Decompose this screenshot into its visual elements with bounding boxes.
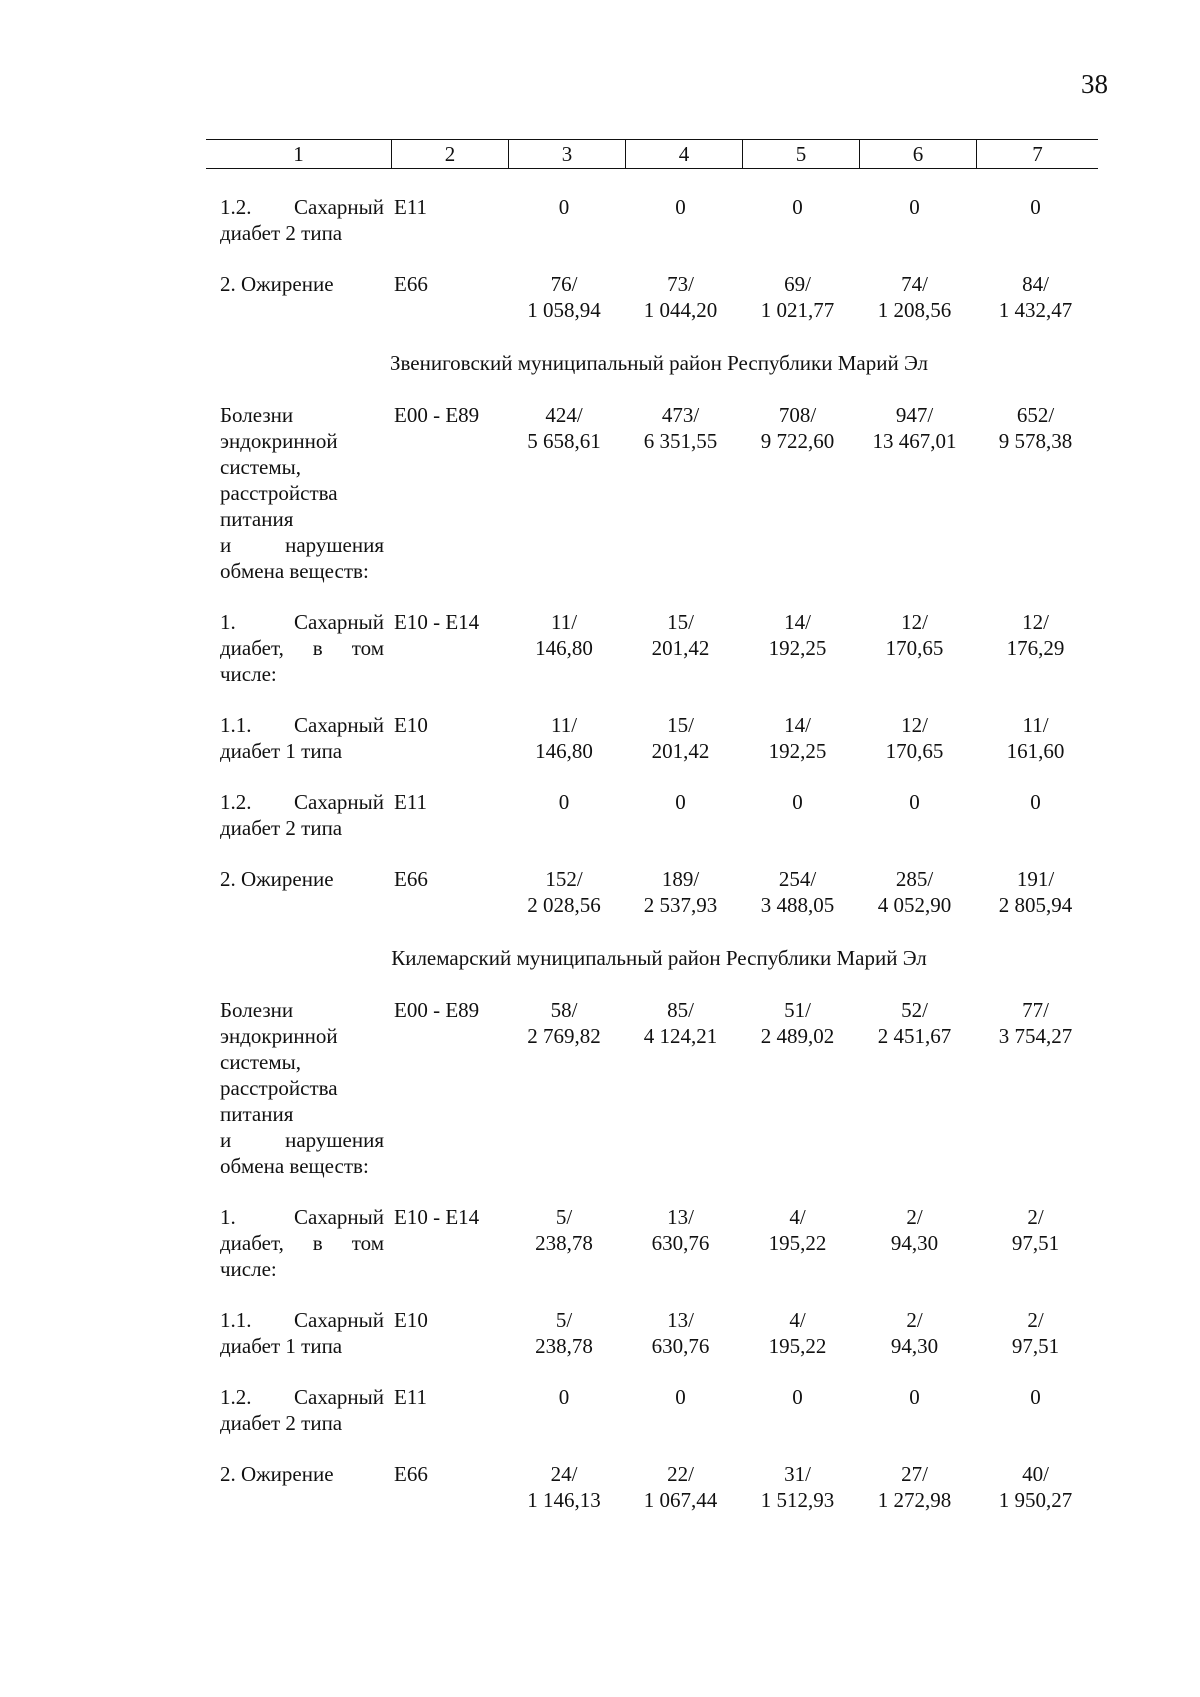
value-cell (622, 609, 739, 712)
value-line: 161,60 (1006, 739, 1065, 763)
value-line: 9 578,38 (998, 429, 1073, 453)
value-line: 2 769,82 (527, 1024, 601, 1048)
value-line: 84/ (1022, 272, 1049, 296)
header-cell: 4 (625, 140, 742, 168)
value-line: 1 067,44 (643, 1488, 718, 1512)
row-label-line: расстройства (220, 481, 338, 505)
value-line: 254/ (778, 867, 817, 891)
value-line: 195,22 (768, 1231, 827, 1255)
value-line: 1 950,27 (998, 1488, 1073, 1512)
value-line: 58/ (550, 998, 578, 1022)
row-label-line: обмена веществ: (220, 1154, 369, 1178)
value-line: 652/ (1016, 403, 1055, 427)
value-line: 1 058,94 (527, 298, 601, 322)
row-label (220, 997, 388, 1204)
row-label-line: 1.1. Сахарный (220, 1308, 384, 1332)
value-line: 11/ (550, 713, 578, 737)
value-cell (856, 194, 973, 271)
table-header-row (206, 139, 1098, 169)
value-line: 77/ (1022, 998, 1049, 1022)
value-line: 947/ (895, 403, 934, 427)
value-line: 0 (792, 1385, 803, 1409)
value-line: 0 (558, 195, 570, 219)
value-line: 285/ (895, 867, 934, 891)
icd-code: E66 (394, 272, 428, 296)
value-line: 0 (1030, 195, 1041, 219)
value-line: 74/ (901, 272, 928, 296)
value-line: 630,76 (651, 1334, 710, 1358)
row-label-line: и нарушения (220, 1128, 384, 1152)
value-cell (506, 1204, 622, 1307)
row-label-line: и нарушения (220, 533, 384, 557)
value-line: 0 (792, 790, 803, 814)
value-cell (973, 194, 1098, 271)
value-line: 31/ (784, 1462, 811, 1486)
value-line: 192,25 (768, 636, 827, 660)
value-cell (856, 712, 973, 789)
row-label (220, 194, 388, 271)
value-line: 152/ (545, 867, 583, 891)
value-cell (856, 1307, 973, 1384)
value-line: 0 (1030, 790, 1041, 814)
row-label-line: обмена веществ: (220, 559, 369, 583)
value-cell (622, 712, 739, 789)
row-label-line: диабет 2 типа (220, 816, 343, 840)
row-label-line: диабет 2 типа (220, 221, 343, 245)
value-line: 0 (675, 790, 686, 814)
value-line: 0 (792, 195, 803, 219)
value-line: 1 272,98 (877, 1488, 952, 1512)
value-line: 97,51 (1011, 1334, 1060, 1358)
value-line: 11/ (550, 610, 578, 634)
icd-code: E11 (394, 195, 428, 219)
value-line: 0 (909, 1385, 920, 1409)
value-cell (739, 609, 856, 712)
value-line: 0 (675, 1385, 686, 1409)
value-line: 14/ (784, 713, 811, 737)
value-cell (973, 712, 1098, 789)
value-line: 708/ (778, 403, 817, 427)
value-cell (856, 1461, 973, 1538)
value-line: 1 021,77 (760, 298, 835, 322)
value-cell (856, 789, 973, 866)
row-label-line: питания (220, 1102, 294, 1126)
value-line: 2 805,94 (998, 893, 1073, 917)
value-line: 40/ (1022, 1462, 1049, 1486)
value-cell (506, 997, 622, 1204)
row-label-line: диабет 1 типа (220, 1334, 343, 1358)
value-cell (739, 866, 856, 943)
value-line: 1 432,47 (998, 298, 1073, 322)
value-line: 9 722,60 (760, 429, 835, 453)
row-label-line: эндокринной (220, 1024, 338, 1048)
value-line: 191/ (1016, 867, 1055, 891)
value-line: 146,80 (535, 739, 593, 763)
value-cell (739, 1384, 856, 1461)
value-cell (856, 609, 973, 712)
icd-code: E11 (394, 1385, 428, 1409)
value-line: 424/ (545, 403, 583, 427)
value-line: 1 146,13 (527, 1488, 601, 1512)
value-line: 201,42 (651, 636, 710, 660)
value-line: 5/ (555, 1205, 573, 1229)
value-cell (739, 194, 856, 271)
value-cell (739, 402, 856, 609)
value-line: 3 754,27 (998, 1024, 1073, 1048)
value-cell (506, 789, 622, 866)
value-line: 2 451,67 (877, 1024, 952, 1048)
row-label-line: диабет 2 типа (220, 1411, 343, 1435)
value-line: 13 467,01 (872, 429, 957, 453)
value-line: 0 (675, 195, 686, 219)
header-cell: 7 (976, 140, 1098, 168)
row-label-line: расстройства (220, 1076, 338, 1100)
value-cell (973, 1384, 1098, 1461)
value-cell (506, 1384, 622, 1461)
value-cell (739, 997, 856, 1204)
row-label (220, 1461, 388, 1538)
value-line: 13/ (667, 1205, 694, 1229)
value-cell (622, 997, 739, 1204)
value-cell (622, 1307, 739, 1384)
value-line: 2/ (906, 1308, 923, 1332)
value-line: 630,76 (651, 1231, 710, 1255)
icd-code: E10 - E14 (394, 610, 480, 634)
value-line: 73/ (667, 272, 694, 296)
value-line: 13/ (667, 1308, 694, 1332)
row-label-line: 1.2. Сахарный (220, 790, 384, 814)
header-cell: 1 (293, 142, 304, 166)
icd-code: E00 - E89 (394, 998, 480, 1022)
value-line: 22/ (667, 1462, 694, 1486)
value-cell (506, 1461, 622, 1538)
icd-code: E00 - E89 (394, 403, 480, 427)
value-line: 0 (909, 790, 920, 814)
row-label-line: системы, (220, 455, 302, 479)
row-label-line: питания (220, 507, 294, 531)
value-cell (622, 402, 739, 609)
value-line: 97,51 (1011, 1231, 1060, 1255)
value-line: 146,80 (535, 636, 593, 660)
value-cell (973, 1204, 1098, 1307)
value-cell (973, 866, 1098, 943)
row-label (220, 1204, 388, 1307)
value-line: 4 124,21 (643, 1024, 718, 1048)
value-cell (973, 1307, 1098, 1384)
value-cell (856, 402, 973, 609)
row-label (220, 789, 388, 866)
value-line: 14/ (784, 610, 811, 634)
icd-code: E10 (394, 713, 428, 737)
value-line: 238,78 (535, 1231, 593, 1255)
row-label-line: эндокринной (220, 429, 338, 453)
value-cell (739, 1461, 856, 1538)
value-cell (739, 712, 856, 789)
row-label-line: 2. Ожирение (220, 867, 334, 891)
row-label-line: 1.2. Сахарный (220, 195, 384, 219)
value-cell (622, 1384, 739, 1461)
icd-code: E10 - E14 (394, 1205, 480, 1229)
value-cell (856, 866, 973, 943)
row-label-line: 1. Сахарный (220, 1205, 384, 1229)
value-line: 473/ (661, 403, 700, 427)
value-line: 176,29 (1006, 636, 1065, 660)
value-cell (622, 866, 739, 943)
value-line: 0 (558, 790, 570, 814)
value-line: 2 537,93 (643, 893, 718, 917)
value-cell (506, 194, 622, 271)
row-label-line: системы, (220, 1050, 302, 1074)
value-cell (856, 1204, 973, 1307)
value-cell (856, 997, 973, 1204)
row-label (220, 866, 388, 943)
value-line: 15/ (667, 713, 694, 737)
value-cell (506, 712, 622, 789)
value-line: 2/ (1027, 1205, 1044, 1229)
value-line: 2/ (1027, 1308, 1044, 1332)
row-label (220, 402, 388, 609)
value-line: 1 044,20 (643, 298, 718, 322)
value-line: 12/ (1022, 610, 1049, 634)
value-line: 52/ (901, 998, 928, 1022)
data-table (220, 194, 1098, 1538)
value-cell (973, 789, 1098, 866)
header-cell: 6 (859, 140, 976, 168)
row-label-line: 1.1. Сахарный (220, 713, 384, 737)
value-cell (622, 271, 739, 348)
row-label (220, 1384, 388, 1461)
value-line: 238,78 (535, 1334, 593, 1358)
row-label-line: диабет 1 типа (220, 739, 343, 763)
value-line: 12/ (901, 713, 928, 737)
value-line: 1 208,56 (877, 298, 952, 322)
value-line: 1 512,93 (760, 1488, 835, 1512)
row-label (220, 609, 388, 712)
value-cell (506, 402, 622, 609)
value-line: 4 052,90 (877, 893, 952, 917)
value-line: 94,30 (890, 1334, 939, 1358)
value-line: 0 (909, 195, 920, 219)
value-cell (739, 789, 856, 866)
page-number: 38 (1081, 69, 1108, 99)
row-label-line: диабет, в том (220, 1231, 384, 1255)
value-cell (622, 1461, 739, 1538)
row-label (220, 712, 388, 789)
value-cell (856, 1384, 973, 1461)
value-cell (973, 997, 1098, 1204)
value-line: 195,22 (768, 1334, 827, 1358)
value-line: 11/ (1022, 713, 1049, 737)
value-line: 15/ (667, 610, 694, 634)
value-cell (973, 402, 1098, 609)
value-line: 0 (1030, 1385, 1041, 1409)
row-label-line: 2. Ожирение (220, 1462, 334, 1486)
value-line: 6 351,55 (643, 429, 718, 453)
row-label-line: числе: (220, 1257, 277, 1281)
value-cell (739, 1307, 856, 1384)
header-cell: 3 (508, 140, 625, 168)
value-line: 4/ (789, 1308, 806, 1332)
value-line: 189/ (661, 867, 700, 891)
value-cell (856, 271, 973, 348)
value-line: 201,42 (651, 739, 710, 763)
value-line: 94,30 (890, 1231, 939, 1255)
header-cell: 2 (391, 140, 508, 168)
value-cell (622, 194, 739, 271)
row-label-line: диабет, в том (220, 636, 384, 660)
value-line: 69/ (784, 272, 811, 296)
value-line: 76/ (550, 272, 578, 296)
row-label-line: Болезни (220, 403, 294, 427)
value-line: 85/ (667, 998, 694, 1022)
value-line: 27/ (901, 1462, 928, 1486)
value-line: 192,25 (768, 739, 827, 763)
value-cell (739, 1204, 856, 1307)
value-cell (506, 866, 622, 943)
row-label-line: 2. Ожирение (220, 272, 334, 296)
value-cell (973, 609, 1098, 712)
value-line: 3 488,05 (760, 893, 835, 917)
value-line: 2/ (906, 1205, 923, 1229)
value-cell (506, 609, 622, 712)
value-cell (506, 271, 622, 348)
row-label (220, 1307, 388, 1384)
value-line: 2 028,56 (527, 893, 601, 917)
value-line: 4/ (789, 1205, 806, 1229)
value-line: 5 658,61 (527, 429, 601, 453)
section-title: Звениговский муниципальный район Республики Марий Эл (389, 351, 929, 375)
value-cell (622, 1204, 739, 1307)
value-cell (973, 271, 1098, 348)
value-line: 51/ (784, 998, 811, 1022)
icd-code: E66 (394, 867, 428, 891)
icd-code: E11 (394, 790, 428, 814)
section-title: Килемарский муниципальный район Республики Марий Эл (391, 946, 927, 970)
icd-code: E10 (394, 1308, 428, 1332)
row-label-line: 1.2. Сахарный (220, 1385, 384, 1409)
row-label-line: 1. Сахарный (220, 610, 384, 634)
value-line: 12/ (901, 610, 928, 634)
value-line: 170,65 (885, 739, 944, 763)
row-label-line: числе: (220, 662, 277, 686)
icd-code: E66 (394, 1462, 428, 1486)
header-cell: 5 (742, 140, 859, 168)
value-line: 5/ (555, 1308, 573, 1332)
value-line: 0 (558, 1385, 570, 1409)
value-cell (973, 1461, 1098, 1538)
value-cell (739, 271, 856, 348)
value-cell (622, 789, 739, 866)
row-label-line: Болезни (220, 998, 294, 1022)
value-line: 24/ (550, 1462, 578, 1486)
value-line: 2 489,02 (760, 1024, 835, 1048)
value-cell (506, 1307, 622, 1384)
row-label (220, 271, 388, 348)
value-line: 170,65 (885, 636, 944, 660)
